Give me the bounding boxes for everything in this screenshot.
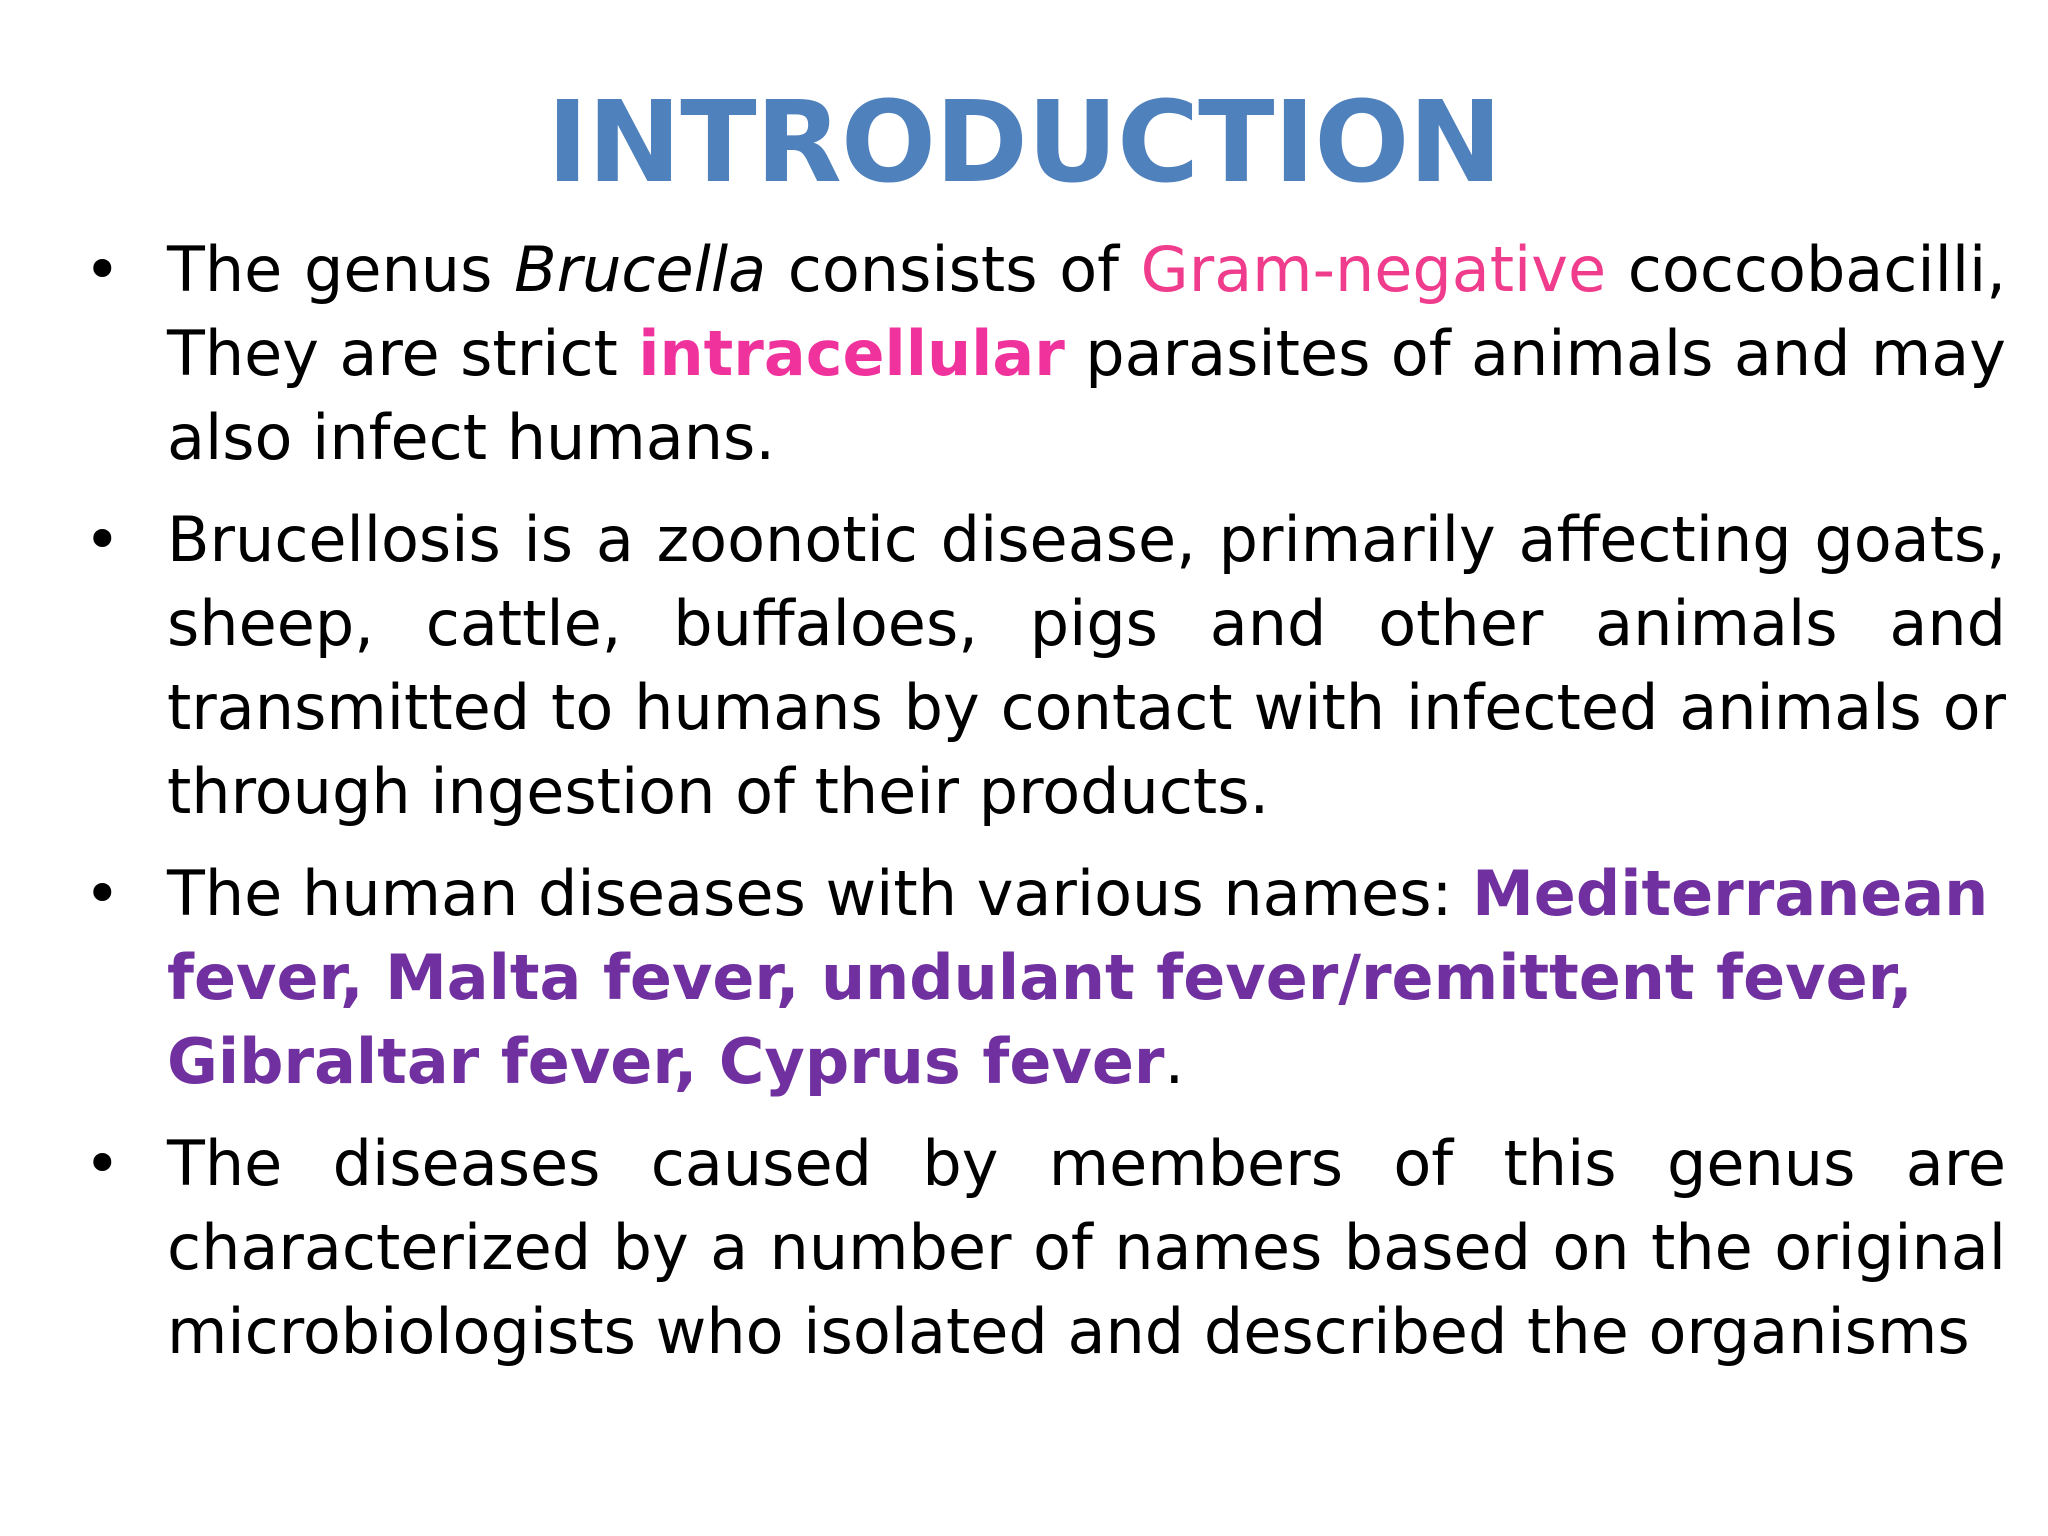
intracellular-term: intracellular [638,317,1065,390]
bullet-icon: • [84,503,121,576]
disease-names: Mediterranean fever, Malta fever, undulant fever/remittent fever, Gibraltar fever, Cyprus fever [167,857,1989,1098]
gram-negative-term: Gram-negative [1140,233,1607,306]
bullet-text: The diseases caused by members of this genus are characterized by a number of names based on the original microbiologists who isolated and described the organisms [167,1127,2006,1368]
genus-name: Brucella [514,233,767,306]
bullet-icon: • [84,857,121,930]
bullet-list [84,228,2006,1392]
bullet-text: parasites of animals and may also infect humans. [167,317,2006,474]
bullet-icon: • [84,1127,121,1200]
bullet-item-genus [84,228,2006,480]
bullet-icon: • [84,233,121,306]
bullet-text: coccobacilli, They are strict [167,233,2006,390]
bullet-item-brucellosis [84,498,2006,834]
bullet-item-disease-names [84,852,2006,1104]
bullet-text: The genus [167,233,515,306]
bullet-text: The human diseases with various names: [167,857,1473,930]
bullet-text: . [1164,1025,1185,1098]
bullet-text: Brucellosis is a zoonotic disease, primarily affecting goats, sheep, cattle, buffaloes, pigs and other animals and transmitted to humans by contact with infected animals or through ingestion of their products. [167,503,2006,828]
bullet-text: consists of [766,233,1141,306]
bullet-item-naming [84,1122,2006,1374]
slide-title: INTRODUCTION [546,78,1502,208]
